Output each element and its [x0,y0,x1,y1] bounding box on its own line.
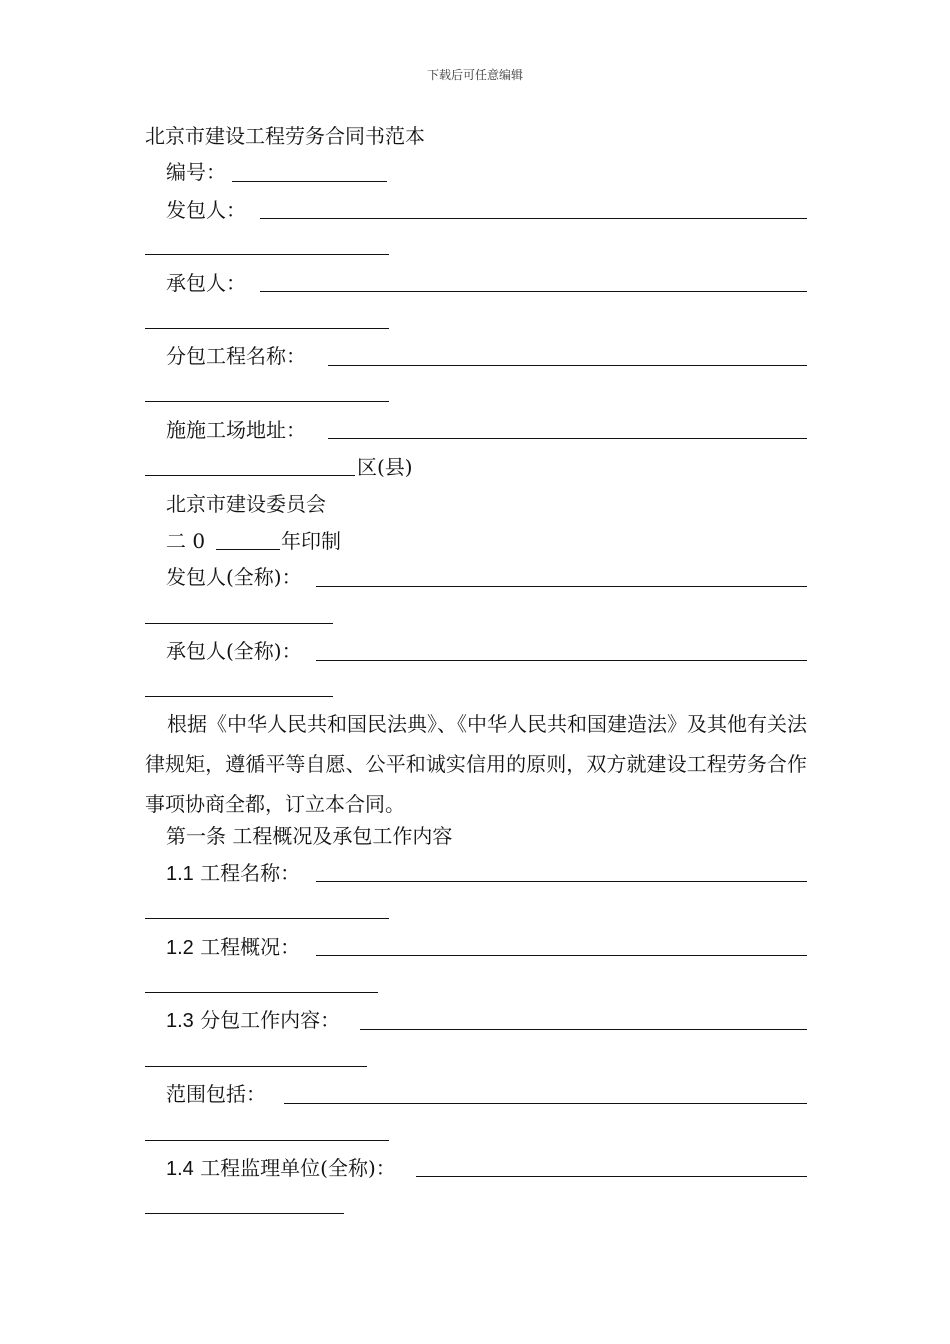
employer-blank-2[interactable] [145,254,389,255]
item-project-overview-blank-2[interactable] [145,992,378,993]
district-suffix: 区(县) [357,455,413,479]
contract-number-row [166,158,226,186]
item-project-name-label [166,859,300,888]
item-scope-includes-label: 范围包括： [166,1082,266,1106]
contractor-label: 承包人： [166,271,246,295]
site-address-blank-2[interactable] [145,475,355,476]
item-label: 工程名称： [200,861,301,885]
committee-name: 北京市建设委员会 [166,492,326,516]
item-project-name-blank-1[interactable] [316,881,807,882]
employer-fullname-blank-2[interactable] [145,623,333,624]
item-project-overview-label [166,933,300,962]
item-label: 工程概况： [200,935,301,959]
site-address-label: 施施工场地址： [166,418,306,442]
year-blank[interactable] [216,549,280,550]
item-project-overview-blank-1[interactable] [316,955,807,956]
contract-number-blank[interactable] [232,181,387,182]
print-year-row [166,527,205,555]
subcontract-project-label: 分包工程名称： [166,344,306,368]
contractor-fullname-label: 承包人(全称)： [166,639,302,663]
subcontract-project-blank-2[interactable] [145,401,389,402]
year-suffix: 年印制 [281,529,341,553]
contractor-fullname-blank-1[interactable] [316,660,807,661]
preamble-paragraph: 根据《中华人民共和国民法典》、《中华人民共和国建造法》及其他有关法律规矩，遵循平等自愿、公平和诚实信用的原则，双方就建设工程劳务合作事项协商全都，订立本合同。 [145,712,807,816]
contractor-fullname-blank-2[interactable] [145,696,333,697]
item-supervision-unit-label [166,1154,396,1183]
item-subcontract-scope-blank-1[interactable] [360,1029,807,1030]
item-label: 工程监理单位(全称)： [200,1156,396,1180]
contract-number-label: 编号： [166,160,226,184]
item-supervision-unit-blank-2[interactable] [145,1213,344,1214]
employer-fullname-label: 发包人(全称)： [166,565,302,589]
item-subcontract-scope-label [166,1006,340,1035]
year-prefix: 二 0 [166,529,206,553]
item-number: 1.2 [166,937,194,959]
item-scope-includes-blank-1[interactable] [284,1103,807,1104]
article-1-title: 第一条 工程概况及承包工作内容 [166,824,453,848]
item-project-name-blank-2[interactable] [145,918,389,919]
employer-blank-1[interactable] [260,218,807,219]
employer-fullname-blank-1[interactable] [316,586,807,587]
item-number: 1.1 [166,863,194,885]
subcontract-project-blank-1[interactable] [328,365,807,366]
item-scope-includes-blank-2[interactable] [145,1140,389,1141]
employer-label: 发包人： [166,198,246,222]
item-subcontract-scope-blank-2[interactable] [145,1066,367,1067]
item-number: 1.4 [166,1158,194,1180]
contractor-blank-2[interactable] [145,328,389,329]
contractor-blank-1[interactable] [260,291,807,292]
page-header: 下载后可任意编辑 [426,68,523,82]
document-title: 北京市建设工程劳务合同书范本 [145,124,425,148]
item-supervision-unit-blank-1[interactable] [416,1176,807,1177]
item-label: 分包工作内容： [200,1008,341,1032]
item-number: 1.3 [166,1010,194,1032]
site-address-blank-1[interactable] [328,438,807,439]
